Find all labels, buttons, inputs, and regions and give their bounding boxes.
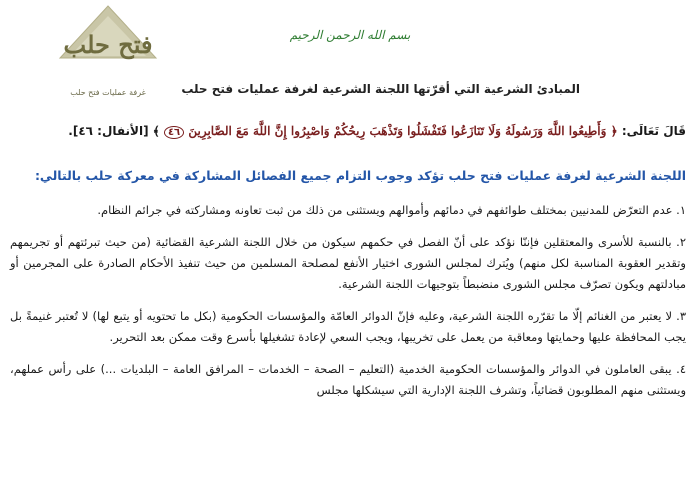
item-number: ٢. [676,235,686,249]
item-text: يبقى العاملون في الدوائر والمؤسسات الحكومية الخدمية (التعليم – الصحة – الخدمات – المرافق العامة – البلديات ...) على رأس عملهم، ويستثنى منهم المطلوبون قضائياً، وتشرف اللجنة الإدارية التي سيشكلها مجلس [10,362,686,397]
list-item [10,200,686,221]
list-item [10,306,686,348]
verse-reference: ﴾ [الأنفال: ٤٦]. [68,124,160,138]
list-item [10,359,686,401]
ayah-number: ٤٦ [164,126,184,139]
item-number: ٤. [676,362,687,376]
principles-list [10,200,686,412]
verse-text: ﴿ وَأَطِيعُوا اللَّهَ وَرَسُولَهُ وَلَا تَنَازَعُوا فَتَفْشَلُوا وَتَذْهَبَ رِيحُكُمْ وَاصْبِرُوا إِنَّ اللَّهَ مَعَ الصَّابِرِينَ [188,124,618,138]
logo-caption: غرفة عمليات فتح حلب [70,88,146,97]
item-text: عدم التعرّض للمدنيين بمختلف طوائفهم في دمائهم وأموالهم ويستثنى من ذلك من ثبت تعاونه ومشاركته في جرائم النظام. [97,203,673,217]
intro-statement: اللجنة الشرعية لغرفة عمليات فتح حلب تؤكد وجوب التزام جميع الفصائل المشاركة في معركة حلب بالتالي: [34,168,686,183]
logo-wordmark: فتح حلب [63,30,153,59]
item-number: ١. [676,203,686,217]
list-item [10,232,686,295]
item-text: بالنسبة للأسرى والمعتقلين فإننّا نؤكد على أنّ الفصل في حكمهم سيكون من خلال اللجنة الشرعية القضائية (من حيث تبرئتهم أو تجريمهم وتقدير العقوبة المناسبة لكل منهم) ويُترك لمجلس الشورى اختيار الأنفع لمصلحة المسلمين من حيث تنفيذ الأحكام الصادرة على المجرمين أو مبادلتهم ويكون تصرّف مجلس الشورى منضبطاً بتوجيهات اللجنة الشرعية. [10,235,686,291]
item-number: ٣. [676,309,686,323]
verse-lead: قَالَ تَعَالَى: [621,124,686,138]
basmala: بسم الله الرحمن الرحيم [289,28,411,42]
quran-verse [6,124,686,138]
document-title: المبادئ الشرعية التي أقرّتها اللجنة الشرعية لغرفة عمليات فتح حلب [181,82,580,96]
item-text: لا يعتبر من الغنائم إلّا ما تقرّره اللجنة الشرعية، وعليه فإنّ الدوائر العامّة والمؤسسات الحكومية (بكل ما تحتويه أو يتبع لها) لا تُعتبر غنيمةً بل يجب المحافظة عليها وحمايتها ومعاقبة من يعمل على تخريبها، ويجب السعي لإعادة تشغيلها بأسرع وقت ممكن بعد التحرير. [10,309,686,344]
